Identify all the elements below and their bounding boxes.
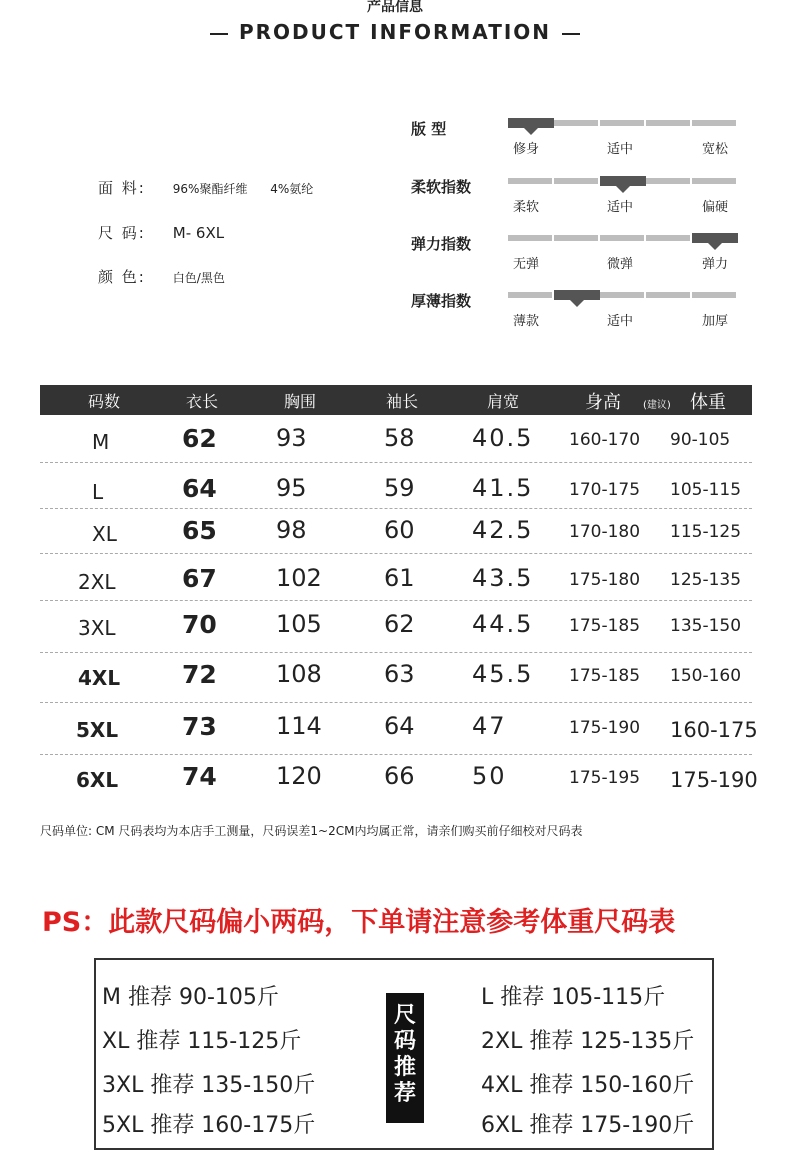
table-cell-chest: 108 xyxy=(276,660,322,688)
table-cell-length: 73 xyxy=(182,712,217,741)
index-track-segment xyxy=(646,120,690,126)
table-cell-shoulder: 42.5 xyxy=(472,516,534,544)
index-track-segment xyxy=(646,292,690,298)
table-cell-height: 175-185 xyxy=(569,616,641,636)
title-dash-left xyxy=(210,33,228,35)
table-cell-chest: 102 xyxy=(276,564,322,592)
index-option: 适中 xyxy=(607,200,634,215)
index-label: 弹力指数 xyxy=(411,235,472,253)
table-cell-sleeve: 58 xyxy=(384,424,415,452)
table-cell-height: 170-175 xyxy=(569,480,641,500)
index-option: 弹力 xyxy=(702,257,729,272)
index-track-segment xyxy=(692,178,736,184)
table-cell-size: 6XL xyxy=(76,768,119,792)
th-sleeve: 袖长 xyxy=(386,392,419,411)
table-row-divider xyxy=(40,508,752,509)
table-cell-shoulder: 45.5 xyxy=(472,660,534,688)
index-marker-icon xyxy=(508,118,554,128)
index-track-segment xyxy=(692,120,736,126)
fabric-value2: 4%氨纶 xyxy=(270,182,314,196)
index-option: 适中 xyxy=(607,314,634,329)
index-track xyxy=(508,292,738,298)
index-marker-icon xyxy=(692,233,738,243)
th-shoulder: 肩宽 xyxy=(487,392,520,411)
title-dash-right xyxy=(562,33,580,35)
index-track-segment xyxy=(692,292,736,298)
table-cell-weight: 90-105 xyxy=(670,430,731,450)
table-cell-length: 62 xyxy=(182,424,217,453)
table-cell-weight: 125-135 xyxy=(670,570,742,590)
index-label: 柔软指数 xyxy=(411,178,472,196)
th-length: 衣长 xyxy=(186,392,219,411)
table-cell-size: L xyxy=(92,480,104,504)
table-cell-length: 67 xyxy=(182,564,217,593)
index-option: 无弹 xyxy=(513,257,540,272)
table-cell-size: 2XL xyxy=(78,570,116,594)
index-label: 版 型 xyxy=(411,120,447,138)
index-option: 适中 xyxy=(607,142,634,157)
table-cell-height: 175-185 xyxy=(569,666,641,686)
header-big-title-text: PRODUCT INFORMATION xyxy=(238,20,552,44)
table-cell-weight: 115-125 xyxy=(670,522,742,542)
index-track-segment xyxy=(508,178,552,184)
table-cell-weight: 175-190 xyxy=(670,768,758,792)
recommend-badge-text: 尺码推荐 xyxy=(394,1003,417,1106)
size-label: 尺 码: xyxy=(98,224,146,242)
th-size: 码数 xyxy=(88,392,121,411)
table-cell-shoulder: 41.5 xyxy=(472,474,534,502)
table-cell-shoulder: 50 xyxy=(472,762,507,790)
color-label: 颜 色: xyxy=(98,268,146,286)
table-cell-chest: 120 xyxy=(276,762,322,790)
size-value: M- 6XL xyxy=(172,224,225,242)
fabric-value: 96%聚酯纤维 xyxy=(172,182,248,196)
table-cell-size: 4XL xyxy=(78,666,121,690)
index-track-segment xyxy=(508,292,552,298)
index-track-segment xyxy=(554,178,598,184)
table-cell-size: 5XL xyxy=(76,718,119,742)
recommend-line-right: 6XL 推荐 175-190斤 xyxy=(481,1113,695,1138)
index-track-segment xyxy=(600,120,644,126)
table-cell-size: XL xyxy=(92,522,117,546)
index-option: 偏硬 xyxy=(702,200,729,215)
index-option: 修身 xyxy=(513,142,540,157)
table-cell-weight: 135-150 xyxy=(670,616,742,636)
table-cell-shoulder: 44.5 xyxy=(472,610,534,638)
recommend-line-right: L 推荐 105-115斤 xyxy=(481,985,666,1010)
table-cell-length: 74 xyxy=(182,762,217,791)
table-cell-length: 70 xyxy=(182,610,217,639)
index-track-segment xyxy=(600,235,644,241)
recommend-line-left: M 推荐 90-105斤 xyxy=(102,985,279,1010)
index-option: 加厚 xyxy=(702,314,729,329)
table-cell-sleeve: 59 xyxy=(384,474,415,502)
table-cell-weight: 105-115 xyxy=(670,480,742,500)
index-option: 薄款 xyxy=(513,314,540,329)
index-marker-icon xyxy=(554,290,600,300)
index-track-segment xyxy=(646,178,690,184)
color-value: 白色/黑色 xyxy=(172,271,225,285)
table-cell-sleeve: 60 xyxy=(384,516,415,544)
ps-note: PS：此款尺码偏小两码，下单请注意参考体重尺码表 xyxy=(42,907,676,938)
size-row xyxy=(98,222,224,243)
table-cell-chest: 105 xyxy=(276,610,322,638)
header-big-title xyxy=(0,20,790,44)
index-track xyxy=(508,235,738,241)
recommend-line-left: 5XL 推荐 160-175斤 xyxy=(102,1113,316,1138)
table-row-divider xyxy=(40,462,752,463)
recommend-line-left: XL 推荐 115-125斤 xyxy=(102,1029,302,1054)
fabric-row xyxy=(98,177,313,198)
table-cell-shoulder: 43.5 xyxy=(472,564,534,592)
table-row-divider xyxy=(40,754,752,755)
table-row-divider xyxy=(40,702,752,703)
color-row xyxy=(98,266,225,287)
index-track-segment xyxy=(646,235,690,241)
table-cell-length: 65 xyxy=(182,516,217,545)
table-cell-length: 72 xyxy=(182,660,217,689)
index-marker-icon xyxy=(600,176,646,186)
recommend-line-right: 4XL 推荐 150-160斤 xyxy=(481,1073,695,1098)
table-cell-sleeve: 66 xyxy=(384,762,415,790)
index-track-segment xyxy=(554,120,598,126)
index-track-segment xyxy=(508,235,552,241)
fabric-label: 面 料: xyxy=(98,179,146,197)
table-cell-sleeve: 64 xyxy=(384,712,415,740)
table-row-divider xyxy=(40,652,752,653)
table-cell-sleeve: 63 xyxy=(384,660,415,688)
th-height: 身高 xyxy=(585,392,621,413)
index-option: 柔软 xyxy=(513,200,540,215)
index-track-segment xyxy=(554,235,598,241)
index-option: 宽松 xyxy=(702,142,729,157)
index-track-segment xyxy=(600,292,644,298)
index-label: 厚薄指数 xyxy=(411,292,472,310)
table-cell-chest: 95 xyxy=(276,474,307,502)
table-cell-weight: 160-175 xyxy=(670,718,758,742)
th-suggest: (建议) xyxy=(643,400,671,411)
table-cell-height: 175-190 xyxy=(569,718,641,738)
index-track xyxy=(508,178,738,184)
table-cell-sleeve: 62 xyxy=(384,610,415,638)
table-cell-sleeve: 61 xyxy=(384,564,415,592)
table-cell-shoulder: 40.5 xyxy=(472,424,534,452)
table-cell-shoulder: 47 xyxy=(472,712,507,740)
table-cell-height: 160-170 xyxy=(569,430,641,450)
table-cell-height: 175-180 xyxy=(569,570,641,590)
table-cell-weight: 150-160 xyxy=(670,666,742,686)
table-cell-length: 64 xyxy=(182,474,217,503)
index-option: 微弹 xyxy=(607,257,634,272)
table-cell-chest: 98 xyxy=(276,516,307,544)
table-row-divider xyxy=(40,553,752,554)
th-chest: 胸围 xyxy=(284,392,317,411)
index-track xyxy=(508,120,738,126)
table-cell-size: M xyxy=(92,430,110,454)
unit-note: 尺码单位: CM 尺码表均为本店手工测量，尺码误差1~2CM内均属正常，请亲们购买前仔细校对尺码表 xyxy=(40,824,583,838)
th-weight: 体重 xyxy=(690,392,726,413)
recommend-line-left: 3XL 推荐 135-150斤 xyxy=(102,1073,316,1098)
table-cell-height: 175-195 xyxy=(569,768,641,788)
header-small-title: 产品信息 xyxy=(367,0,423,15)
recommend-line-right: 2XL 推荐 125-135斤 xyxy=(481,1029,695,1054)
table-cell-chest: 93 xyxy=(276,424,307,452)
recommend-badge xyxy=(386,993,424,1123)
table-row-divider xyxy=(40,600,752,601)
table-cell-height: 170-180 xyxy=(569,522,641,542)
table-cell-chest: 114 xyxy=(276,712,322,740)
table-cell-size: 3XL xyxy=(78,616,116,640)
